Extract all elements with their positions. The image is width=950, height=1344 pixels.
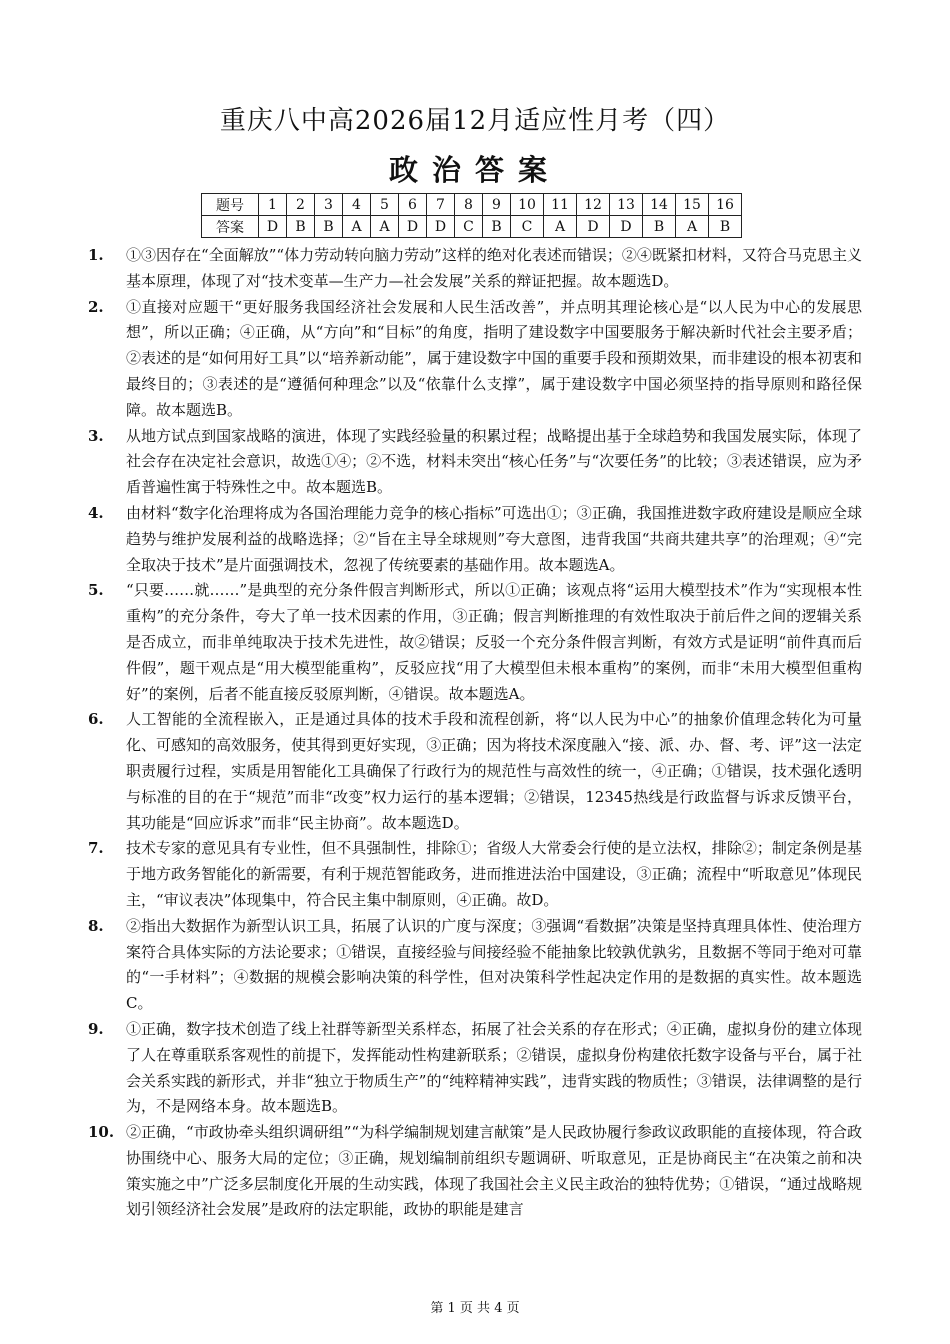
explanation-item — [88, 1017, 862, 1120]
answer-cell: A — [343, 216, 371, 238]
question-number-cell: 6 — [399, 194, 427, 216]
question-number-cell: 10 — [511, 194, 544, 216]
question-number-cell: 7 — [427, 194, 455, 216]
item-number: 5. — [88, 581, 104, 600]
answer-explanations — [88, 243, 862, 1223]
question-number-cell: 16 — [709, 194, 742, 216]
item-text: 技术专家的意见具有专业性，但不具强制性，排除①；省级人大常委会行使的是立法权，排除②；制定条例是基于地方政务智能化的新需要，有利于规范智能政务，进而推进法治中国建设，③正确；流程中“听取意见”体现民主，“审议表决”体现集中，符合民主集中制原则，④正确。故D。 — [126, 839, 862, 909]
item-number: 8. — [88, 916, 104, 935]
question-number-cell: 13 — [610, 194, 643, 216]
item-number: 1. — [88, 246, 104, 264]
explanation-item — [88, 578, 862, 707]
answer-cell: D — [259, 216, 287, 238]
item-text: ①③因存在“全面解放”“体力劳动转向脑力劳动”这样的绝对化表述而错误；②④既紧扣材料，又符合马克思主义基本原理，体现了对“技术变革—生产力—社会发展”关系的辩证把握。故本题选D。 — [126, 246, 862, 290]
explanation-item — [88, 707, 862, 836]
item-number: 2. — [88, 297, 104, 316]
answer-table — [201, 193, 742, 238]
answer-cell: A — [676, 216, 709, 238]
explanation-item — [88, 501, 862, 578]
item-number: 9. — [88, 1019, 104, 1038]
answer-cell: B — [709, 216, 742, 238]
answer-table-number-row — [202, 194, 742, 216]
row-label-number: 题号 — [202, 194, 259, 216]
item-number: 7. — [88, 839, 104, 858]
answer-cell: B — [287, 216, 315, 238]
item-number: 6. — [88, 710, 104, 729]
row-label-answer: 答案 — [202, 216, 259, 238]
answer-cell: D — [427, 216, 455, 238]
item-text: 人工智能的全流程嵌入，正是通过具体的技术手段和流程创新，将“以人民为中心”的抽象价值理念转化为可量化、可感知的高效服务，使其得到更好实现，③正确；因为将技术深度融入“接、派、办、督、考、评”这一法定职责履行过程，实质是用智能化工具确保了行政行为的规范性与高效性的统一，④正确；①错误，技术强化透明与标准的目的在于“规范”而非“改变”权力运行的基本逻辑；②错误，12345热线是行政监督与诉求反馈平台，其功能是“回应诉求”而非“民主协商”。故本题选D。 — [126, 710, 862, 832]
answer-table-answer-row — [202, 216, 742, 238]
question-number-cell: 4 — [343, 194, 371, 216]
answer-cell: B — [483, 216, 511, 238]
question-number-cell: 3 — [315, 194, 343, 216]
explanation-item — [88, 424, 862, 501]
item-text: ①直接对应题干“更好服务我国经济社会发展和人民生活改善”，并点明其理论核心是“以人民为中心的发展思想”，所以正确；④正确，从“方向”和“目标”的角度，指明了建设数字中国要服务于解决新时代社会主要矛盾；②表述的是“如何用好工具”以“培养新动能”，属于建设数字中国的重要手段和预期效果，而非建设的根本初衷和最终目的；③表述的是“遵循何种理念”以及“依靠什么支撑”，属于建设数字中国必须坚持的指导原则和路径保障。故本题选B。 — [126, 297, 862, 419]
question-number-cell: 8 — [455, 194, 483, 216]
explanation-item — [88, 914, 862, 1017]
answer-cell: D — [399, 216, 427, 238]
question-number-cell: 2 — [287, 194, 315, 216]
item-number: 4. — [88, 503, 104, 522]
explanation-item — [88, 1120, 862, 1223]
question-number-cell: 9 — [483, 194, 511, 216]
answer-cell: A — [544, 216, 577, 238]
page-subtitle: 政治答案 — [388, 153, 561, 187]
page-footer: 第 1 页 共 4 页 — [430, 1301, 520, 1316]
explanation-item — [88, 295, 862, 424]
answer-cell: D — [577, 216, 610, 238]
question-number-cell: 1 — [259, 194, 287, 216]
item-number: 3. — [88, 426, 104, 445]
answer-cell: C — [455, 216, 483, 238]
item-text: 从地方试点到国家战略的演进，体现了实践经验量的积累过程；战略提出基于全球趋势和我国发展实际，体现了社会存在决定社会意识，故选①④；②不选，材料未突出“核心任务”与“次要任务”的比较；③表述错误，应为矛盾普遍性寓于特殊性之中。故本题选B。 — [126, 426, 862, 497]
answer-cell: A — [371, 216, 399, 238]
item-text: ②指出大数据作为新型认识工具，拓展了认识的广度与深度；③强调“看数据”决策是坚持真理具体性、使治理方案符合具体实际的方法论要求；①错误，直接经验与间接经验不能抽象比较孰优孰劣，且数据不等同于绝对可靠的“一手材料”；④数据的规模会影响决策的科学性，但对决策科学性起决定作用的是数据的真实性。故本题选C。 — [126, 916, 862, 1013]
question-number-cell: 5 — [371, 194, 399, 216]
question-number-cell: 11 — [544, 194, 577, 216]
explanation-item — [88, 836, 862, 913]
item-text: ①正确，数字技术创造了线上社群等新型关系样态，拓展了社会关系的存在形式；④正确，虚拟身份的建立体现了人在尊重联系客观性的前提下，发挥能动性构建新联系；②错误，虚拟身份构建依托数字设备与平台，属于社会关系实践的新形式，并非“独立于物质生产”的“纯粹精神实践”，违背实践的物质性；③错误，法律调整的是行为，不是网络本身。故本题选B。 — [126, 1019, 862, 1116]
question-number-cell: 14 — [643, 194, 676, 216]
item-text: 由材料“数字化治理将成为各国治理能力竞争的核心指标”可选出①；③正确，我国推进数字政府建设是顺应全球趋势与维护发展利益的战略选择；②“旨在主导全球规则”夸大意图，违背我国“共商共建共享”的治理观；④“完全取决于技术”是片面强调技术，忽视了传统要素的基础作用。故本题选A。 — [126, 503, 862, 574]
item-text: ②正确，“市政协牵头组织调研组”“为科学编制规划建言献策”是人民政协履行参政议政职能的直接体现，符合政协围绕中心、服务大局的定位；③正确，规划编制前组织专题调研、听取意见，正是协商民主“在决策之前和决策实施之中”广泛多层制度化开展的生动实践，体现了我国社会主义民主政治的独特优势；①错误，“通过战略规划引领经济社会发展”是政府的法定职能，政协的职能是建言 — [126, 1123, 862, 1219]
answer-cell: B — [643, 216, 676, 238]
item-number: 10. — [88, 1123, 115, 1142]
explanation-item — [88, 243, 862, 295]
answer-cell: B — [315, 216, 343, 238]
question-number-cell: 15 — [676, 194, 709, 216]
question-number-cell: 12 — [577, 194, 610, 216]
answer-cell: C — [511, 216, 544, 238]
page-title: 重庆八中高2026届12月适应性月考（四） — [219, 106, 731, 136]
answer-cell: D — [610, 216, 643, 238]
item-text: “只要……就……”是典型的充分条件假言判断形式，所以①正确；该观点将“运用大模型技术”作为“实现根本性重构”的充分条件，夸大了单一技术因素的作用，③正确；假言判断推理的有效性取决于前后件之间的逻辑关系是否成立，而非单纯取决于技术先进性，故②错误；反驳一个充分条件假言判断，有效方式是证明“前件真而后件假”，题干观点是“用大模型能重构”，反驳应找“用了大模型但未根本重构”的案例，而非“未用大模型但重构好”的案例，后者不能直接反驳原判断，④错误。故本题选A。 — [126, 581, 862, 703]
